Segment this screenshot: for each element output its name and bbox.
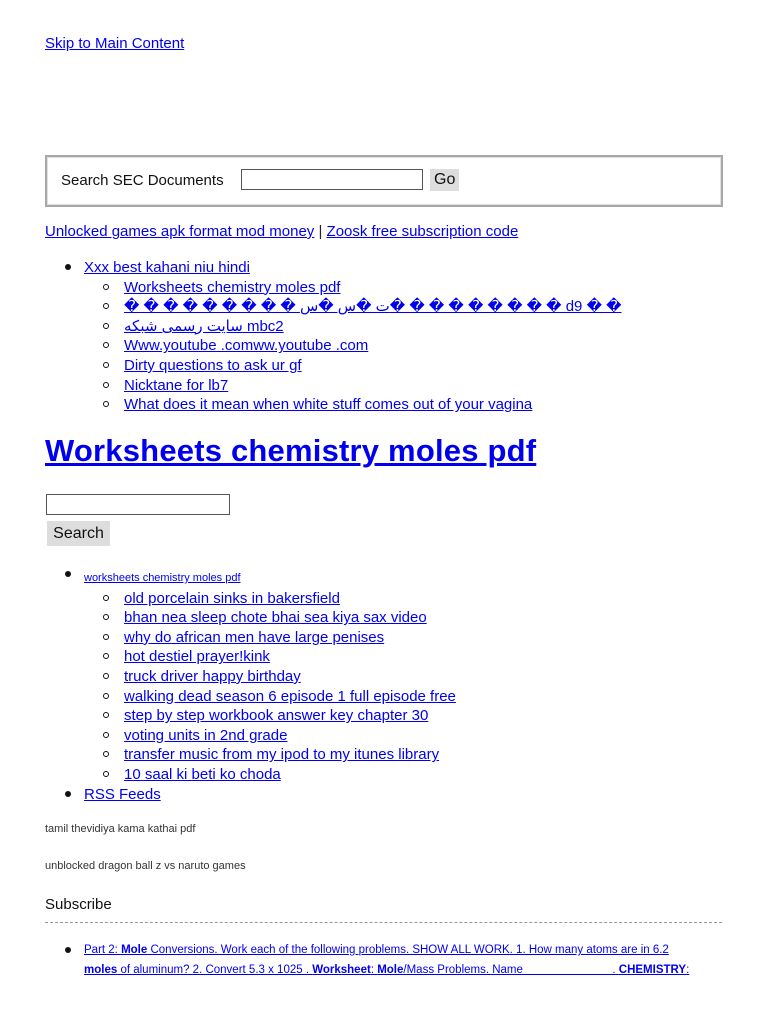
related-link[interactable]: truck driver happy birthday	[124, 667, 301, 685]
submenu-item	[102, 356, 622, 376]
page-title[interactable]: Worksheets chemistry moles pdf	[45, 433, 537, 468]
related-link[interactable]: old porcelain sinks in bakersfield	[124, 589, 340, 607]
related-heading-link[interactable]: worksheets chemistry moles pdf	[84, 572, 241, 584]
excerpt-blank: .	[522, 963, 619, 976]
submenu-link[interactable]: Dirty questions to ask ur gf	[124, 356, 302, 374]
excerpt-list	[62, 941, 722, 980]
submenu-item	[102, 317, 622, 337]
top-links-separator: |	[318, 223, 323, 240]
submenu-link[interactable]: � � � � � � � � � ت �س �س� � � � � � � � � d9 � �	[124, 298, 622, 316]
related-subitem	[102, 589, 456, 609]
related-link[interactable]: voting units in 2nd grade	[124, 726, 288, 744]
submenu-link[interactable]: سایت رسمی شبکه mbc2	[124, 317, 284, 335]
submenu-item	[102, 278, 622, 298]
go-button[interactable]: Go	[430, 169, 459, 191]
submenu-item	[102, 336, 622, 356]
related-link[interactable]: transfer music from my ipod to my itunes library	[124, 746, 440, 764]
related-list-item	[62, 567, 456, 785]
search-button[interactable]: Search	[47, 521, 110, 546]
excerpt-text: :	[370, 963, 378, 976]
related-link[interactable]: bhan nea sleep chote bhai sea kiya sax video	[124, 609, 427, 627]
site-search-input[interactable]	[46, 494, 230, 515]
excerpt-keyword: Worksheet	[312, 963, 371, 976]
rss-item	[62, 785, 456, 805]
submenu-link[interactable]: Nicktane for lb7	[124, 376, 229, 394]
top-submenu	[84, 278, 622, 415]
sec-search-input[interactable]	[241, 169, 423, 190]
skip-to-main-link[interactable]: Skip to Main Content	[45, 35, 185, 52]
excerpt-link[interactable]	[84, 944, 689, 976]
top-menu-item	[62, 258, 622, 415]
related-subitem	[102, 726, 456, 746]
top-menu-item-link[interactable]: Xxx best kahani niu hindi	[84, 259, 250, 276]
divider	[45, 922, 722, 923]
excerpt-text: /Mass Problems. Name	[403, 963, 523, 976]
related-link[interactable]: step by step workbook answer key chapter 30	[124, 707, 429, 725]
related-subitem	[102, 608, 456, 628]
top-link-left[interactable]: Unlocked games apk format mod money	[45, 223, 315, 240]
related-link[interactable]: 10 saal ki beti ko choda	[124, 765, 281, 783]
related-subitem	[102, 647, 456, 667]
top-links	[45, 223, 518, 240]
related-subitem	[102, 765, 456, 785]
sec-search-label: Search SEC Documents	[61, 172, 224, 189]
submenu-link[interactable]: Www.youtube .comww.youtube .com	[124, 337, 369, 355]
submenu-item	[102, 297, 622, 317]
submenu-link[interactable]: What does it mean when white stuff comes out of your vagina	[124, 396, 533, 414]
excerpt-text: of aluminum? 2. Convert 5.3 x 1025 .	[117, 963, 313, 976]
excerpt-text: :	[686, 963, 690, 976]
excerpt-keyword: moles	[84, 963, 118, 976]
top-menu	[62, 258, 622, 415]
related-subitem	[102, 745, 456, 765]
submenu-item	[102, 376, 622, 396]
static-line: unblocked dragon ball z vs naruto games	[45, 860, 246, 872]
related-link[interactable]: walking dead season 6 episode 1 full episode free	[124, 687, 456, 705]
excerpt-text: Conversions. Work each of the following problems. SHOW ALL WORK. 1. How many atoms are in 6.2	[147, 944, 669, 956]
subscribe-heading: Subscribe	[45, 896, 112, 913]
submenu-link[interactable]: Worksheets chemistry moles pdf	[124, 278, 341, 296]
submenu-item	[102, 395, 622, 415]
excerpt-item	[62, 941, 722, 980]
related-link[interactable]: why do african men have large penises	[124, 628, 385, 646]
rss-feeds-link[interactable]: RSS Feeds	[84, 785, 161, 803]
excerpt-keyword: Mole	[121, 944, 148, 956]
sec-search-panel	[45, 155, 723, 207]
related-subitem	[102, 706, 456, 726]
related-subitem	[102, 667, 456, 687]
related-submenu	[84, 589, 456, 785]
static-line: tamil thevidiya kama kathai pdf	[45, 823, 196, 835]
top-link-right[interactable]: Zoosk free subscription code	[326, 223, 519, 240]
related-subitem	[102, 628, 456, 648]
excerpt-keyword: CHEMISTRY	[618, 963, 687, 976]
excerpt-keyword: Mole	[377, 963, 404, 976]
related-link[interactable]: hot destiel prayer!kink	[124, 648, 270, 666]
excerpt-text: Part 2:	[84, 944, 122, 956]
related-subitem	[102, 687, 456, 707]
related-list	[62, 567, 456, 804]
